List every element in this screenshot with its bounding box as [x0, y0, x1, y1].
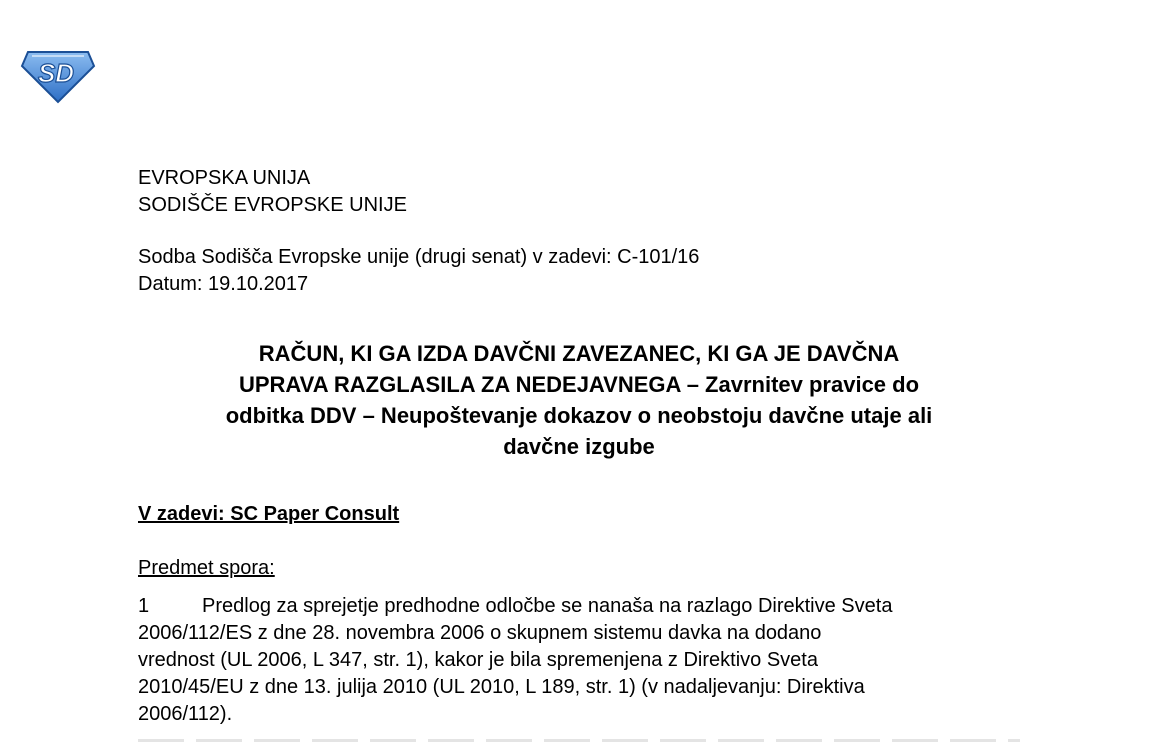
- paragraph-1-line-2: 2006/112/ES z dne 28. novembra 2006 o skupnem sistemu davka na dodano: [138, 622, 822, 644]
- document-title: [138, 338, 1020, 462]
- case-subject: V zadevi: SC Paper Consult: [138, 503, 400, 525]
- title-line-2: UPRAVA RAZGLASILA ZA NEDEJAVNEGA – Zavrnitev pravice do: [238, 372, 920, 397]
- title-line-3: odbitka DDV – Neupoštevanje dokazov o neobstoju davčne utaje ali: [225, 403, 933, 428]
- paragraph-1-line-1: [138, 593, 1020, 620]
- svg-text:SD: SD: [37, 58, 75, 88]
- sd-shield-logo-icon: [20, 46, 96, 104]
- case-reference: Sodba Sodišča Evropske unije (drugi senat) v zadevi: C-101/16: [138, 246, 700, 268]
- paragraph-1-line-4: 2010/45/EU z dne 13. julija 2010 (UL 2010, L 189, str. 1) (v nadaljevanju: Direktiva: [138, 676, 865, 698]
- paragraph-1-text-1: Predlog za sprejetje predhodne odločbe se nanaša na razlago Direktive Sveta: [202, 595, 893, 617]
- paragraph-number: 1: [138, 595, 150, 617]
- cut-off-next-line: [138, 736, 1020, 743]
- title-line-1: RAČUN, KI GA IZDA DAVČNI ZAVEZANEC, KI GA JE DAVČNA: [258, 341, 900, 366]
- court-header: [138, 165, 1020, 219]
- section-heading-dispute: Predmet spora:: [138, 557, 275, 579]
- header-line-union: EVROPSKA UNIJA: [138, 167, 311, 189]
- paragraph-1-line-5: 2006/112).: [138, 703, 233, 725]
- paragraph-1-line-3: vrednost (UL 2006, L 347, str. 1), kakor je bila spremenjena z Direktivo Sveta: [138, 649, 818, 671]
- header-line-court: SODIŠČE EVROPSKE UNIJE: [138, 194, 407, 216]
- case-info: [138, 244, 1020, 298]
- paragraph-1: [138, 593, 1020, 728]
- case-date: Datum: 19.10.2017: [138, 273, 309, 295]
- title-line-4: davčne izgube: [503, 434, 655, 459]
